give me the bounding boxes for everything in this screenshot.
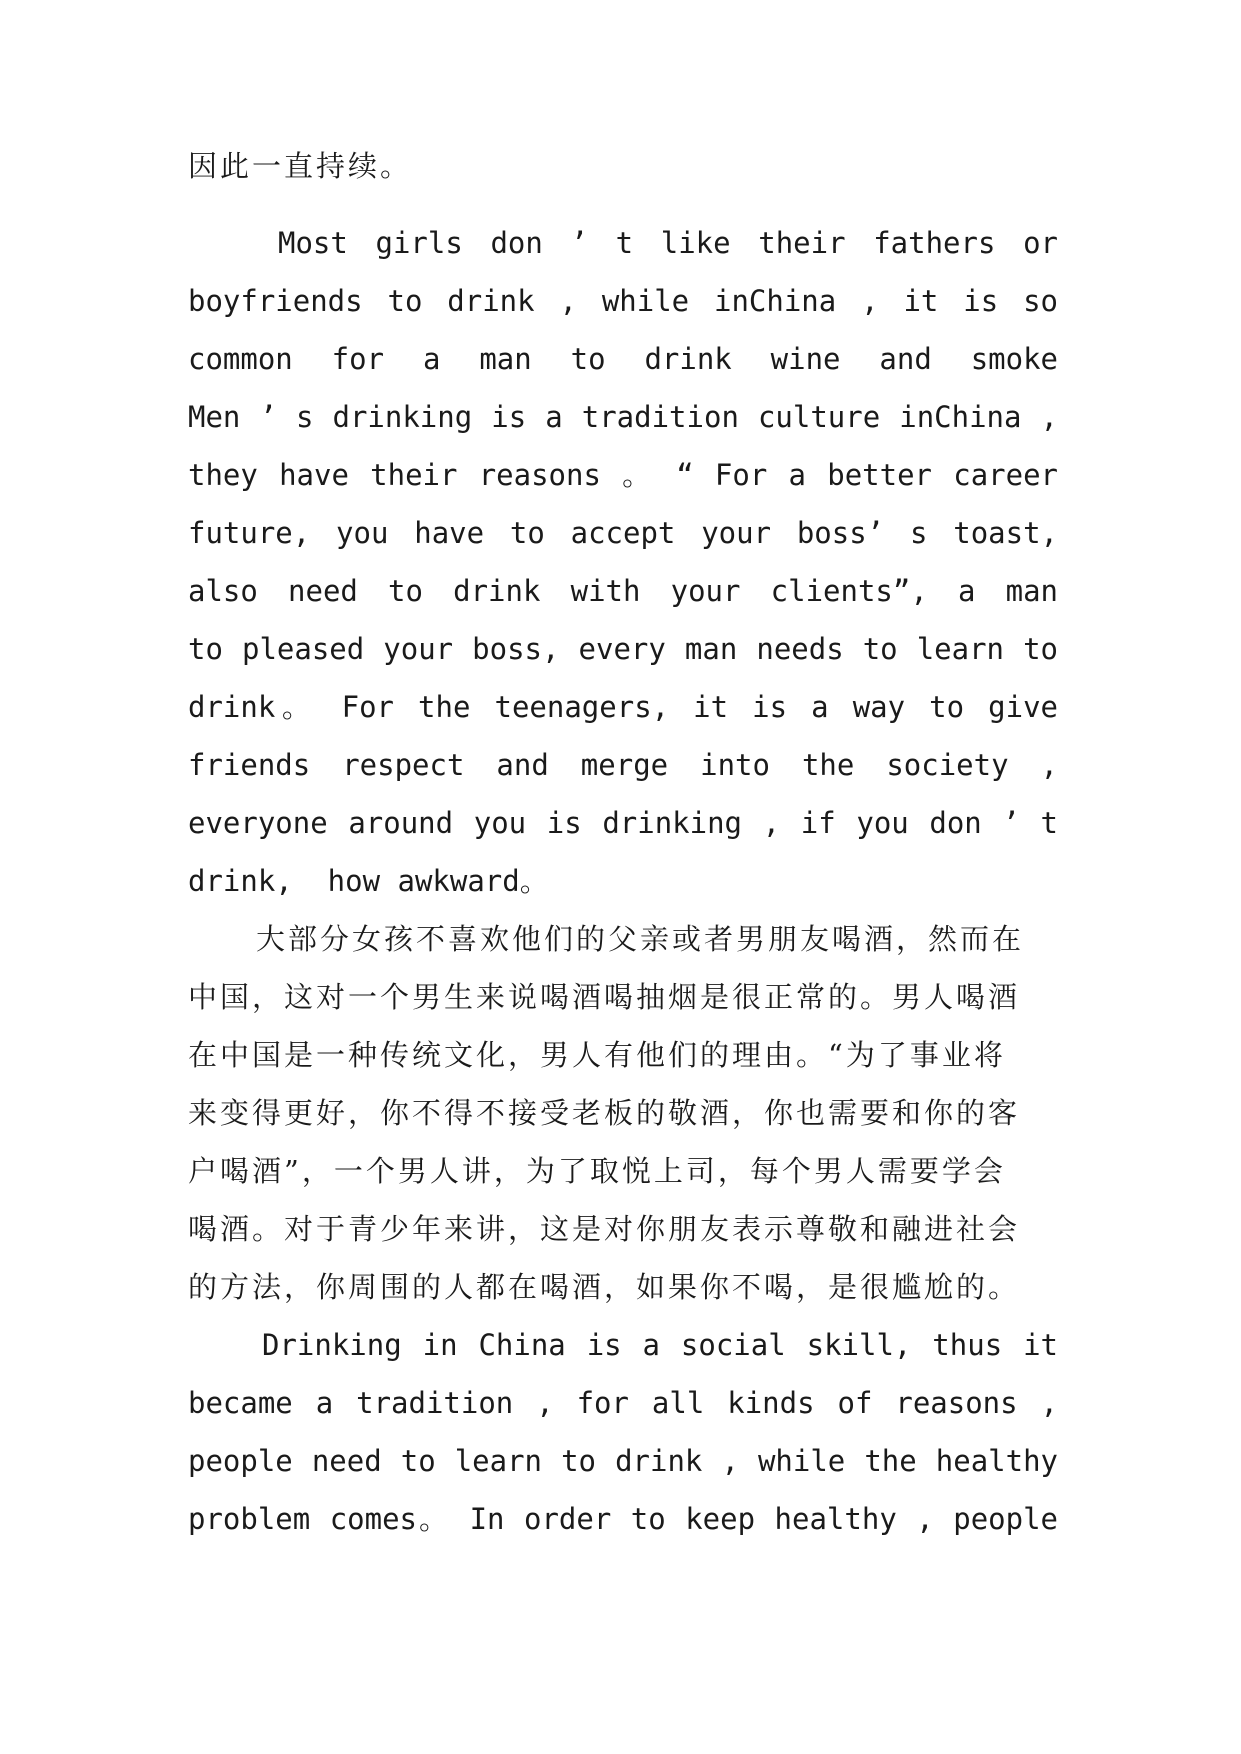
paragraph-line: became a tradition , for all kinds of reasons , [188,1386,1058,1420]
paragraph-line: drink, how awkward。 [188,864,549,898]
paragraph-line: to pleased your boss, every man needs to learn to [188,632,1058,666]
paragraph-line: common for a man to drink wine and smoke [188,342,1058,376]
paragraph-line: problem comes。 In order to keep healthy , people [188,1502,1058,1536]
paragraph-line: they have their reasons 。 “ For a better career [188,458,1058,492]
paragraph-line: 户喝酒”，一个男人讲，为了取悦上司，每个男人需要学会 [188,1154,1006,1188]
paragraph-line: future, you have to accept your boss’ s toast, [188,516,1058,550]
paragraph-line: drink。 For the teenagers, it is a way to give [188,690,1058,724]
paragraph-line: 大部分女孩不喜欢他们的父亲或者男朋友喝酒，然而在 [256,922,1025,956]
paragraph-line: 因此一直持续。 [188,149,413,183]
paragraph-line: Men ’ s drinking is a tradition culture inChina , [188,400,1058,434]
paragraph-line: boyfriends to drink , while inChina , it is so [188,284,1058,318]
paragraph-line: also need to drink with your clients”, a man [188,574,1058,608]
paragraph-line: everyone around you is drinking , if you don ’ t [188,806,1058,840]
paragraph-line: Most girls don ’ t like their fathers or [278,226,1058,260]
paragraph-line: friends respect and merge into the society , [188,748,1058,782]
paragraph-line: 中国，这对一个男生来说喝酒喝抽烟是很正常的。男人喝酒 [188,980,1021,1014]
paragraph-line: 在中国是一种传统文化，男人有他们的理由。“为了事业将 [188,1038,1006,1072]
paragraph-line: 的方法，你周围的人都在喝酒，如果你不喝，是很尴尬的。 [188,1270,1021,1304]
paragraph-line: 喝酒。对于青少年来讲，这是对你朋友表示尊敬和融进社会 [188,1212,1021,1246]
paragraph-line: 来变得更好，你不得不接受老板的敬酒，你也需要和你的客 [188,1096,1021,1130]
paragraph-line: people need to learn to drink , while the healthy [188,1444,1058,1478]
paragraph-line: Drinking in China is a social skill, thus it [262,1328,1058,1362]
